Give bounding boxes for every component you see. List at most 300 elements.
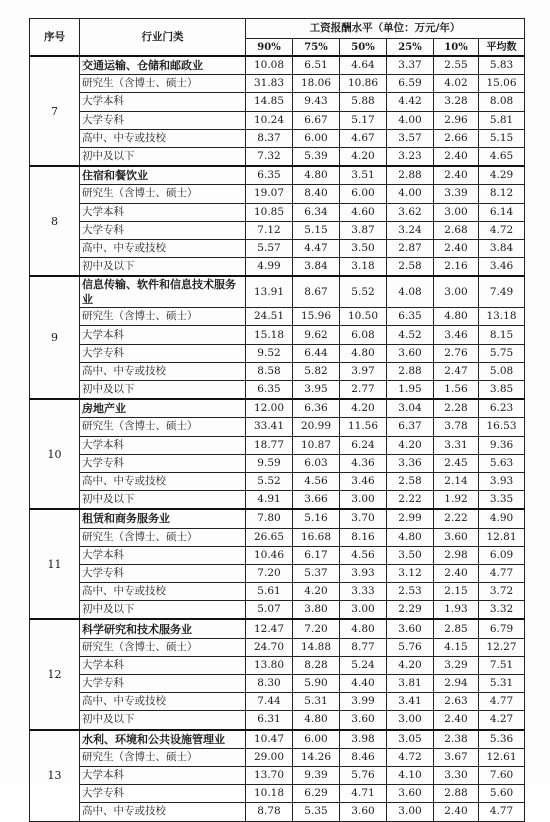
cell-p25: 4.52: [387, 326, 434, 344]
cell-p50: 4.71: [340, 785, 387, 803]
cell-p75: 16.68: [293, 528, 340, 546]
cell-p75: 6.67: [293, 111, 340, 129]
industry-category-row: [30, 56, 525, 75]
cell-p90: 7.80: [246, 509, 293, 528]
cell-p50: 3.60: [340, 803, 387, 821]
education-level-label: 初中及以下: [80, 381, 246, 400]
cell-p50: 6.00: [340, 185, 387, 203]
cell-p10: 2.94: [434, 675, 479, 693]
cell-p50: 4.36: [340, 454, 387, 472]
table-row: [30, 454, 525, 472]
cell-p10: 2.40: [434, 147, 479, 166]
cell-mean: 4.29: [479, 166, 525, 185]
cell-p90: 9.52: [246, 344, 293, 362]
cell-p75: 6.17: [293, 546, 340, 564]
seq-number: 10: [30, 399, 80, 509]
cell-p90: 10.18: [246, 785, 293, 803]
industry-name: 信息传输、软件和信息技术服务业: [80, 276, 246, 308]
cell-p25: 3.23: [387, 147, 434, 166]
cell-p75: 10.87: [293, 436, 340, 454]
cell-p75: 5.15: [293, 221, 340, 239]
education-level-label: 大学专科: [80, 785, 246, 803]
cell-p25: 4.08: [387, 276, 434, 308]
table-row: [30, 221, 525, 239]
cell-p50: 3.00: [340, 491, 387, 510]
cell-p25: 3.00: [387, 711, 434, 730]
industry-name: 科学研究和技术服务业: [80, 619, 246, 638]
cell-p25: 3.60: [387, 785, 434, 803]
industry-category-row: [30, 399, 525, 418]
cell-mean: 3.46: [479, 258, 525, 277]
cell-p75: 5.82: [293, 362, 340, 380]
cell-p75: 3.80: [293, 601, 340, 620]
cell-p25: 2.87: [387, 239, 434, 257]
education-level-label: 大学本科: [80, 436, 246, 454]
cell-mean: 16.53: [479, 418, 525, 436]
education-level-label: 研究生（含博士、硕士）: [80, 528, 246, 546]
cell-p25: 2.29: [387, 601, 434, 620]
col-p90-header: 90%: [246, 39, 293, 57]
education-level-label: 初中及以下: [80, 601, 246, 620]
cell-p25: 3.00: [387, 803, 434, 821]
cell-p10: 2.15: [434, 583, 479, 601]
cell-p50: 8.46: [340, 748, 387, 766]
cell-mean: 5.15: [479, 129, 525, 147]
cell-p10: 2.66: [434, 129, 479, 147]
cell-p90: 24.51: [246, 308, 293, 326]
table-row: [30, 129, 525, 147]
seq-number: 11: [30, 509, 80, 619]
cell-p10: 3.00: [434, 203, 479, 221]
cell-p25: 3.37: [387, 56, 434, 75]
cell-p25: 6.59: [387, 75, 434, 93]
cell-p50: 6.24: [340, 436, 387, 454]
cell-p25: 4.10: [387, 766, 434, 784]
col-p10-header: 10%: [434, 39, 479, 57]
cell-p75: 5.35: [293, 803, 340, 821]
cell-mean: 12.81: [479, 528, 525, 546]
education-level-label: 高中、中专或技校: [80, 472, 246, 490]
cell-p50: 10.50: [340, 308, 387, 326]
table-row: [30, 362, 525, 380]
industry-name: 水利、环境和公共设施管理业: [80, 730, 246, 749]
table-row: [30, 203, 525, 221]
cell-p75: 20.99: [293, 418, 340, 436]
cell-p75: 4.80: [293, 166, 340, 185]
cell-p50: 5.88: [340, 93, 387, 111]
cell-mean: 3.85: [479, 381, 525, 400]
cell-p10: 2.85: [434, 619, 479, 638]
cell-p25: 4.42: [387, 93, 434, 111]
table-row: [30, 436, 525, 454]
seq-number: 12: [30, 619, 80, 729]
cell-mean: 3.35: [479, 491, 525, 510]
col-p75-header: 75%: [293, 39, 340, 57]
cell-p10: 3.31: [434, 436, 479, 454]
cell-mean: 6.14: [479, 203, 525, 221]
table-row: [30, 93, 525, 111]
cell-p90: 6.35: [246, 381, 293, 400]
table-row: [30, 418, 525, 436]
cell-p90: 15.18: [246, 326, 293, 344]
cell-p50: 4.20: [340, 147, 387, 166]
industry-category-row: [30, 166, 525, 185]
cell-mean: 5.83: [479, 56, 525, 75]
cell-p50: 3.93: [340, 564, 387, 582]
industry-category-row: [30, 730, 525, 749]
cell-p75: 8.67: [293, 276, 340, 308]
table-row: [30, 675, 525, 693]
cell-p10: 3.00: [434, 276, 479, 308]
cell-p50: 2.77: [340, 381, 387, 400]
cell-p10: 2.40: [434, 239, 479, 257]
education-level-label: 大学专科: [80, 111, 246, 129]
education-level-label: 初中及以下: [80, 711, 246, 730]
cell-p75: 6.51: [293, 56, 340, 75]
cell-p50: 5.17: [340, 111, 387, 129]
cell-p10: 3.29: [434, 656, 479, 674]
cell-p75: 3.84: [293, 258, 340, 277]
cell-p75: 4.80: [293, 711, 340, 730]
cell-mean: 5.81: [479, 111, 525, 129]
education-level-label: 研究生（含博士、硕士）: [80, 418, 246, 436]
cell-p90: 10.47: [246, 730, 293, 749]
education-level-label: 大学专科: [80, 344, 246, 362]
education-level-label: 大学本科: [80, 93, 246, 111]
table-row: [30, 528, 525, 546]
cell-p90: 5.57: [246, 239, 293, 257]
cell-p50: 3.97: [340, 362, 387, 380]
cell-p25: 5.76: [387, 638, 434, 656]
cell-p75: 5.39: [293, 147, 340, 166]
cell-p90: 24.70: [246, 638, 293, 656]
cell-mean: 3.72: [479, 583, 525, 601]
table-row: [30, 308, 525, 326]
cell-p75: 4.20: [293, 583, 340, 601]
table-row: [30, 75, 525, 93]
cell-p10: 2.55: [434, 56, 479, 75]
cell-p25: 3.57: [387, 129, 434, 147]
cell-p25: 6.37: [387, 418, 434, 436]
cell-mean: 9.36: [479, 436, 525, 454]
education-level-label: 初中及以下: [80, 258, 246, 277]
cell-p90: 10.24: [246, 111, 293, 129]
cell-p25: 2.88: [387, 362, 434, 380]
education-level-label: 高中、中专或技校: [80, 693, 246, 711]
industry-name: 房地产业: [80, 399, 246, 418]
table-row: [30, 239, 525, 257]
cell-mean: 6.09: [479, 546, 525, 564]
cell-p50: 4.56: [340, 546, 387, 564]
cell-p25: 2.99: [387, 509, 434, 528]
cell-mean: 7.60: [479, 766, 525, 784]
industry-category-row: [30, 509, 525, 528]
cell-p75: 7.20: [293, 619, 340, 638]
cell-p75: 5.37: [293, 564, 340, 582]
wage-table: [29, 18, 525, 822]
cell-p50: 5.24: [340, 656, 387, 674]
cell-p25: 4.20: [387, 436, 434, 454]
cell-p25: 3.12: [387, 564, 434, 582]
cell-p90: 33.41: [246, 418, 293, 436]
education-level-label: 研究生（含博士、硕士）: [80, 748, 246, 766]
wage-level-header: 工资报酬水平（单位：万元/年）: [246, 19, 525, 39]
cell-p10: 3.67: [434, 748, 479, 766]
education-level-label: 研究生（含博士、硕士）: [80, 75, 246, 93]
education-level-label: 研究生（含博士、硕士）: [80, 308, 246, 326]
education-level-label: 大学本科: [80, 326, 246, 344]
table-row: [30, 766, 525, 784]
cell-p75: 5.31: [293, 693, 340, 711]
cell-mean: 4.72: [479, 221, 525, 239]
education-level-label: 大学专科: [80, 221, 246, 239]
cell-mean: 7.51: [479, 656, 525, 674]
industry-name: 租赁和商务服务业: [80, 509, 246, 528]
cell-p10: 3.60: [434, 528, 479, 546]
cell-p75: 14.88: [293, 638, 340, 656]
cell-mean: 8.08: [479, 93, 525, 111]
cell-p10: 2.98: [434, 546, 479, 564]
cell-p25: 6.35: [387, 308, 434, 326]
cell-mean: 4.77: [479, 803, 525, 821]
cell-p25: 4.00: [387, 185, 434, 203]
cell-p50: 4.20: [340, 399, 387, 418]
cell-p50: 5.52: [340, 276, 387, 308]
cell-p25: 3.81: [387, 675, 434, 693]
table-row: [30, 564, 525, 582]
cell-p25: 2.88: [387, 166, 434, 185]
cell-p10: 4.02: [434, 75, 479, 93]
cell-p90: 13.80: [246, 656, 293, 674]
seq-header: 序号: [30, 19, 80, 57]
cell-mean: 6.79: [479, 619, 525, 638]
cell-p25: 3.60: [387, 619, 434, 638]
cell-p10: 3.46: [434, 326, 479, 344]
cell-p75: 6.29: [293, 785, 340, 803]
cell-mean: 4.77: [479, 564, 525, 582]
cell-mean: 3.32: [479, 601, 525, 620]
cell-p90: 7.32: [246, 147, 293, 166]
cell-p25: 4.72: [387, 748, 434, 766]
cell-mean: 8.15: [479, 326, 525, 344]
cell-p25: 2.58: [387, 472, 434, 490]
cell-p90: 8.78: [246, 803, 293, 821]
cell-p10: 2.40: [434, 711, 479, 730]
cell-p50: 5.76: [340, 766, 387, 784]
industry-name: 住宿和餐饮业: [80, 166, 246, 185]
col-mean-header: 平均数: [479, 39, 525, 57]
cell-mean: 5.08: [479, 362, 525, 380]
education-level-label: 大学专科: [80, 454, 246, 472]
table-row: [30, 803, 525, 821]
cell-p25: 2.58: [387, 258, 434, 277]
cell-p90: 5.07: [246, 601, 293, 620]
cell-p75: 3.66: [293, 491, 340, 510]
industry-name: 交通运输、仓储和邮政业: [80, 56, 246, 75]
cell-p10: 2.28: [434, 399, 479, 418]
cell-p25: 4.80: [387, 528, 434, 546]
cell-p90: 5.61: [246, 583, 293, 601]
cell-p90: 14.85: [246, 93, 293, 111]
cell-mean: 13.18: [479, 308, 525, 326]
table-row: [30, 638, 525, 656]
table-row: [30, 111, 525, 129]
education-level-label: 高中、中专或技校: [80, 362, 246, 380]
cell-p10: 4.15: [434, 638, 479, 656]
cell-p50: 3.51: [340, 166, 387, 185]
cell-p10: 3.78: [434, 418, 479, 436]
education-level-label: 大学本科: [80, 203, 246, 221]
education-level-label: 高中、中专或技校: [80, 239, 246, 257]
cell-mean: 4.77: [479, 693, 525, 711]
table-row: [30, 344, 525, 362]
cell-p90: 12.47: [246, 619, 293, 638]
table-row: [30, 381, 525, 400]
cell-p50: 3.00: [340, 601, 387, 620]
table-row: [30, 326, 525, 344]
cell-p75: 6.00: [293, 730, 340, 749]
education-level-label: 高中、中专或技校: [80, 129, 246, 147]
cell-p10: 2.40: [434, 166, 479, 185]
cell-p75: 6.00: [293, 129, 340, 147]
cell-mean: 3.84: [479, 239, 525, 257]
cell-p50: 3.33: [340, 583, 387, 601]
cell-p90: 19.07: [246, 185, 293, 203]
table-body: [30, 56, 525, 821]
cell-p90: 9.59: [246, 454, 293, 472]
cell-p50: 3.50: [340, 239, 387, 257]
cell-p25: 2.22: [387, 491, 434, 510]
industry-header: 行业门类: [80, 19, 246, 57]
education-level-label: 研究生（含博士、硕士）: [80, 638, 246, 656]
education-level-label: 大学专科: [80, 564, 246, 582]
cell-mean: 4.90: [479, 509, 525, 528]
cell-p90: 10.85: [246, 203, 293, 221]
cell-p75: 3.95: [293, 381, 340, 400]
table-row: [30, 583, 525, 601]
cell-mean: 8.12: [479, 185, 525, 203]
cell-mean: 3.93: [479, 472, 525, 490]
cell-p90: 6.35: [246, 166, 293, 185]
cell-p50: 10.86: [340, 75, 387, 93]
cell-p90: 7.44: [246, 693, 293, 711]
cell-p10: 2.68: [434, 221, 479, 239]
education-level-label: 高中、中专或技校: [80, 803, 246, 821]
cell-p90: 12.00: [246, 399, 293, 418]
cell-p50: 8.77: [340, 638, 387, 656]
cell-p90: 8.58: [246, 362, 293, 380]
cell-p10: 2.40: [434, 803, 479, 821]
cell-p25: 3.36: [387, 454, 434, 472]
industry-category-row: [30, 619, 525, 638]
cell-p10: 3.30: [434, 766, 479, 784]
cell-p75: 5.16: [293, 509, 340, 528]
cell-p75: 4.56: [293, 472, 340, 490]
cell-p10: 2.96: [434, 111, 479, 129]
cell-p50: 3.87: [340, 221, 387, 239]
cell-p10: 3.39: [434, 185, 479, 203]
cell-mean: 6.23: [479, 399, 525, 418]
cell-p90: 5.52: [246, 472, 293, 490]
seq-number: 8: [30, 166, 80, 276]
cell-p75: 9.43: [293, 93, 340, 111]
table-row: [30, 472, 525, 490]
cell-p90: 6.31: [246, 711, 293, 730]
cell-p90: 7.20: [246, 564, 293, 582]
education-level-label: 大学本科: [80, 766, 246, 784]
cell-p25: 3.60: [387, 344, 434, 362]
cell-p90: 10.08: [246, 56, 293, 75]
cell-p75: 6.34: [293, 203, 340, 221]
cell-p10: 2.38: [434, 730, 479, 749]
cell-p50: 4.40: [340, 675, 387, 693]
cell-p50: 3.99: [340, 693, 387, 711]
cell-p25: 2.53: [387, 583, 434, 601]
education-level-label: 大学本科: [80, 656, 246, 674]
cell-p90: 13.91: [246, 276, 293, 308]
cell-p75: 9.62: [293, 326, 340, 344]
cell-p25: 3.62: [387, 203, 434, 221]
cell-p50: 3.60: [340, 711, 387, 730]
table-row: [30, 185, 525, 203]
cell-mean: 4.65: [479, 147, 525, 166]
cell-p50: 4.80: [340, 619, 387, 638]
seq-number: 7: [30, 56, 80, 166]
cell-p10: 2.14: [434, 472, 479, 490]
table-row: [30, 711, 525, 730]
cell-p75: 8.28: [293, 656, 340, 674]
cell-p75: 6.03: [293, 454, 340, 472]
cell-p75: 15.96: [293, 308, 340, 326]
cell-p10: 1.92: [434, 491, 479, 510]
industry-category-row: [30, 276, 525, 308]
cell-p90: 8.37: [246, 129, 293, 147]
cell-p90: 26.65: [246, 528, 293, 546]
cell-p90: 13.70: [246, 766, 293, 784]
cell-p10: 4.80: [434, 308, 479, 326]
cell-p50: 11.56: [340, 418, 387, 436]
table-row: [30, 601, 525, 620]
table-row: [30, 147, 525, 166]
cell-p90: 29.00: [246, 748, 293, 766]
cell-p25: 4.20: [387, 656, 434, 674]
cell-mean: 15.06: [479, 75, 525, 93]
table-row: [30, 785, 525, 803]
cell-p90: 10.46: [246, 546, 293, 564]
cell-mean: 5.63: [479, 454, 525, 472]
cell-mean: 5.60: [479, 785, 525, 803]
cell-p50: 6.08: [340, 326, 387, 344]
cell-mean: 5.75: [479, 344, 525, 362]
education-level-label: 初中及以下: [80, 491, 246, 510]
cell-mean: 5.36: [479, 730, 525, 749]
cell-p50: 4.60: [340, 203, 387, 221]
cell-p10: 2.16: [434, 258, 479, 277]
education-level-label: 大学本科: [80, 546, 246, 564]
cell-p50: 4.67: [340, 129, 387, 147]
cell-p75: 9.39: [293, 766, 340, 784]
cell-p50: 3.98: [340, 730, 387, 749]
cell-p75: 14.26: [293, 748, 340, 766]
cell-p90: 18.77: [246, 436, 293, 454]
cell-mean: 12.61: [479, 748, 525, 766]
cell-p25: 3.04: [387, 399, 434, 418]
table-header: [30, 19, 525, 57]
cell-p75: 4.47: [293, 239, 340, 257]
education-level-label: 研究生（含博士、硕士）: [80, 185, 246, 203]
cell-p50: 4.80: [340, 344, 387, 362]
cell-p75: 6.36: [293, 399, 340, 418]
